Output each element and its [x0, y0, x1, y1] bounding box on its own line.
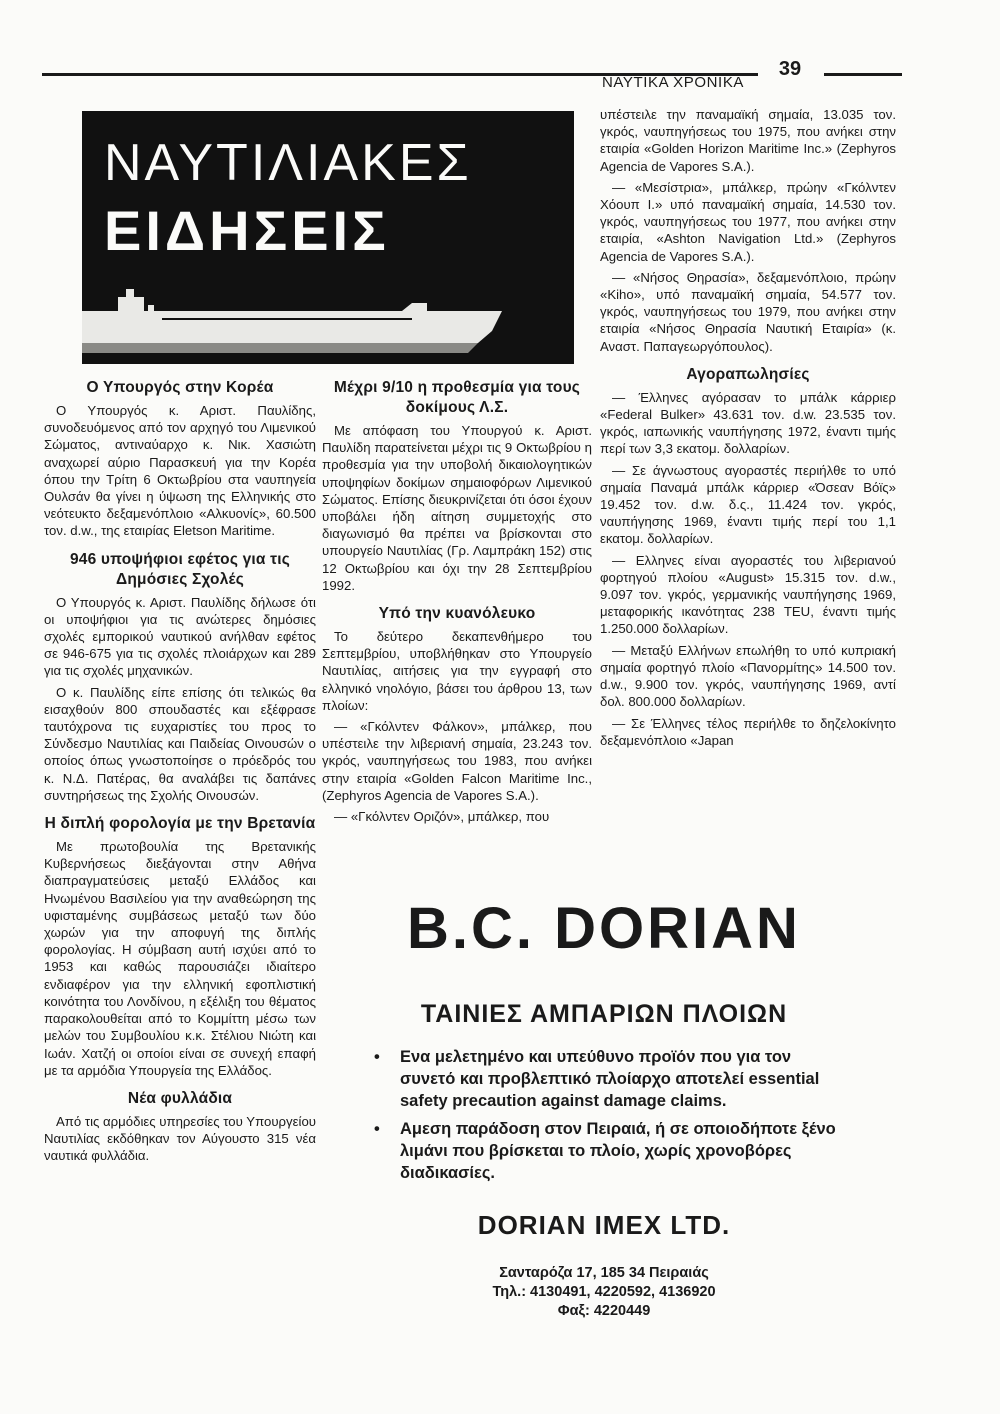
article-sales-text-3: — Ελληνες είναι αγοραστές του λιβεριανού φορτηγού πλοίου «August» 15.315 τον. d.w., 9.097 τον. γκρός, γερμανικής ναυπήγησης 1969, μεταφορικής ικανότητας 238 TEU, έναντι τιμής 1.250.000 δολλαρίων.: [600, 552, 896, 637]
article-new-pamphlets-text: Από τις αρμόδιες υπηρεσίες του Υπουργείου Ναυτιλίας εκδόθηκαν τον Αύγουστο 315 νέα ναυτικά φυλλάδια.: [44, 1113, 316, 1164]
article-candidates-text-2: Ο κ. Παυλίδης είπε επίσης ότι τελικώς θα εισαχθούν 800 σπουδαστές και εξέφρασε ταυτόχρονα τις ευχαριστίες του προς το Σύνδεσμο Ναυτιλίας και Παιδείας Οινουσών ο οποίος όπως γνωστοποίησε ο πρόεδρός του κ. Ν.Δ. Πατέρας, θα αναλάβει τις δαπάνες συντηρήσεως της Σχολής Οινουσών.: [44, 684, 316, 803]
ad-company-name: DORIAN IMEX LTD.: [477, 1210, 731, 1240]
headline-greek-flag: Υπό την κυανόλευκο: [378, 605, 536, 623]
article-sales-text-1: — Έλληνες αγόρασαν το μπάλκ κάρριερ «Federal Bulker» 43.631 τον. d.w. 23.535 τον. γκρός, ιαπωνικής ναυπήγησης 1972, έναντι τιμής περί των 3,3 εκατομ. δολλαρίων.: [600, 389, 896, 457]
section-banner: [82, 111, 574, 364]
ad-bullet-list: [374, 1046, 844, 1190]
column-right: [600, 106, 896, 753]
headline-sales-purchases: Αγοραπωλησίες: [686, 365, 810, 383]
article-sales-text-5: — Σε Έλληνες τέλος περιήλθε το δηζελοκίνητο δεξαμενόπλοιο «Japan: [600, 715, 896, 748]
ad-product-title: ΤΑΙΝΙΕΣ ΑΜΠΑΡΙΩΝ ΠΛΟΙΩΝ: [420, 1000, 788, 1028]
bullet-icon: •: [374, 1120, 380, 1138]
headline-double-taxation: Η διπλή φορολογία με την Βρετανία: [44, 815, 316, 833]
article-greek-flag-text-1: Το δεύτερο δεκαπενθήμερο του Σεπτεμβρίου, υποβλήθηκαν στο Υπουργείο Ναυτιλίας, αιτήσεις για την εγγραφή στο ελληνικό νηολόγιο, βάσει του άρθρου 13, των πλοίων:: [322, 629, 592, 713]
article-greek-flag-cont-2: — «Μεσίστρια», μπάλκερ, πρώην «Γκόλντεν Χόουπ Ι.» υπό παναμαϊκή σημαία, 14.530 τον. γκρός, ναυπηγήσεως του 1977, που ανήκει στην εταιρία, «Ashton Navigation Ltd.» (Zephyros Agencia de Vapores S.A.).: [600, 179, 896, 264]
banner-title-line1: ΝΑΥΤΙΛΙΑΚΕΣ: [104, 134, 472, 192]
article-greek-flag-cont-1: υπέστειλε την παναμαϊκή σημαία, 13.035 τον. γκρός, ναυπηγήσεως του 1975, που ανήκει στην εταιρία «Golden Horizon Maritime Inc.» (Zephyros Agencia de Vapores S.A.).: [600, 107, 896, 174]
page-number: 39: [778, 58, 802, 80]
headline-minister-korea: Ο Υπουργός στην Κορέα: [86, 379, 274, 396]
column-middle: [322, 378, 592, 829]
headline-cadets-deadline: Μέχρι 9/10 η προθεσμία για τους δοκίμους Λ.Σ.: [333, 379, 581, 416]
article-greek-flag-cont-3: — «Νήσος Θηρασία», δεξαμενόπλοιο, πρώην «Kiho», υπό παναμαϊκή σημαία, 54.577 τον. γκρός, ναυπηγήσεως του 1979, που ανήκει στην εταιρία «Νήσος Θηρασία Ναυτική Εταιρία» (κ. Αναστ. Παπαγεωργόπουλος).: [600, 269, 896, 354]
ad-fax: Φαξ: 4220449: [557, 1303, 651, 1319]
article-greek-flag-text-2: — «Γκόλντεν Φάλκον», μπάλκερ, που υπέστειλε την λιβεριανή σημαία, 23.243 τον. γκρός, ναυπηγήσεως του 1983, που ανήκει στην εταιρία «Golden Falcon Maritime Inc., (Zephyros Agencia de Vapores S.A.).: [322, 719, 592, 803]
column-left: [44, 378, 316, 1169]
article-double-taxation-text: Με πρωτοβουλία της Βρετανικής Κυβερνήσεως διεξάγονται στην Αθήνα διαπραγματεύσεις μεταξύ Ελλάδος και Ηνωμένου Βασιλείου για την αναθεώρηση της υφισταμένης συμβάσεως μεταξύ των δύο χωρών για την αποφυγή της διπλής φορολογίας. Η σύμβαση αυτή ισχύει από το 1953 και καθώς παρουσιάζει ιδιαίτερο ενδιαφέρον για την ελληνική εφοπλιστική κοινότητα του Λονδίνου, η εξέλιξη του θέματος παρακολουθείται από το Κομμίττη μέσω των μελών του Συμβουλίου κ.κ. Στέλιου Νιώτη και Ιωάν. Χατζή οι οποίοι είναι σε συνεχή επαφή με τα αρμόδια Υπουργεία της Ελλάδος.: [44, 839, 316, 1078]
ad-bullet-text: Αμεση παράδοση στον Πειραιά, ή σε οποιοδήποτε ξένο λιμάνι που βρίσκεται το πλοίο, χωρίς χρονοβόρες διαδικασίες.: [400, 1120, 836, 1182]
magazine-name: ΝΑΥΤΙΚΑ ΧΡΟΝΙΚΑ: [601, 74, 745, 91]
ad-phone: Τηλ.: 4130491, 4220592, 4136920: [492, 1284, 716, 1300]
article-greek-flag-text-3: — «Γκόλντεν Οριζόν», μπάλκερ, που: [334, 809, 550, 825]
ad-bullet-item: [374, 1046, 844, 1112]
bullet-icon: •: [374, 1048, 380, 1066]
headline-candidates-schools: 946 υποψήφιοι εφέτος για τις Δημόσιες Σχολές: [69, 550, 291, 588]
header-rule-right: [824, 73, 902, 76]
ad-brand-name: B.C. DORIAN: [407, 896, 801, 961]
dorian-advertisement: [344, 888, 864, 1348]
ad-bullet-text: Ενα μελετημένο και υπεύθυνο προϊόν που για τον συνετό και προβλεπτικό πλοίαρχο αποτελεί essential safety precaution against damage claims.: [400, 1048, 820, 1110]
banner-title-line2: ΕΙΔΗΣΕΙΣ: [104, 199, 390, 262]
article-sales-text-2: — Σε άγνωστους αγοραστές περιήλθε το υπό σημαία Παναμά μπάλκ κάρριερ «Όσεαν Βόϊς» 19.452 τον. d.w. δ.ς., 11.424 τον. γκρός, ναυπήγησης 1969, έναντι τιμής περί του 1,1 εκατομ. δολλαρίων.: [600, 462, 896, 547]
article-minister-korea-text: Ο Υπουργός κ. Αριστ. Παυλίδης, συνοδευόμενος από τον αρχηγό του Λιμενικού Σώματος, αντιναύαρχο κ. Νικ. Χασιώτη αναχωρεί αύριο Παρασκευή για την Κορέα όπου την Τρίτη 6 Οκτωβρίου στα ναυπηγεία Ουλσάν θα γίνει η ύψωση της Ελληνικής στο νεότευκτο δεξαμενόπλοιο «Αλκυονίς», 60.500 τον. d.w., της εταιρίας Eletson Maritime.: [44, 403, 316, 539]
ad-bullet-item: [374, 1118, 844, 1184]
tanker-ship-icon: [82, 281, 574, 364]
article-sales-text-4: — Μεταξύ Ελλήνων επωλήθη το υπό κυπριακή σημαία φορτηγό πλοίο «Πανορμίτης» 14.500 τον. d.w., 9.900 τον. γκρός, ναυπήγησης 1969, αντί δολ. 800.000 δολλαρίων.: [600, 642, 896, 710]
ad-address: Σανταρόζα 17, 185 34 Πειραιάς: [499, 1265, 709, 1281]
article-candidates-text-1: Ο Υπουργός κ. Αριστ. Παυλίδης δήλωσε ότι οι υποψήφιοι για τις ανώτερες δημόσιες σχολές εμπορικού ναυτικού ανήλθαν εφέτος σε 946-675 για τις σχολές πλοιάρχων και 289 για τις σχολές μηχανικών.: [44, 594, 316, 679]
article-cadets-deadline-text: Με απόφαση του Υπουργού κ. Αριστ. Παυλίδη παρατείνεται μέχρι τις 9 Οκτωβρίου η προθεσμία για την υποβολή δικαιολογητικών υποψηφίων δοκίμων σημαιοφόρων Λιμενικού Σώματος. Επίσης διευκρινίζεται ότι όσοι έχουν υποβάλει ήδη αίτηση συμμετοχής στο διαγωνισμό θα πρέπει να βρίσκονται στο υπουργείο Ναυτιλίας (Γρ. Λαμπράκη 152) στις 12 Οκτωβρίου και όχι την 28 Σεπτεμβρίου 1992.: [322, 423, 592, 593]
ad-contact-block: [344, 1264, 864, 1321]
headline-new-pamphlets: Νέα φυλλάδια: [127, 1089, 233, 1107]
